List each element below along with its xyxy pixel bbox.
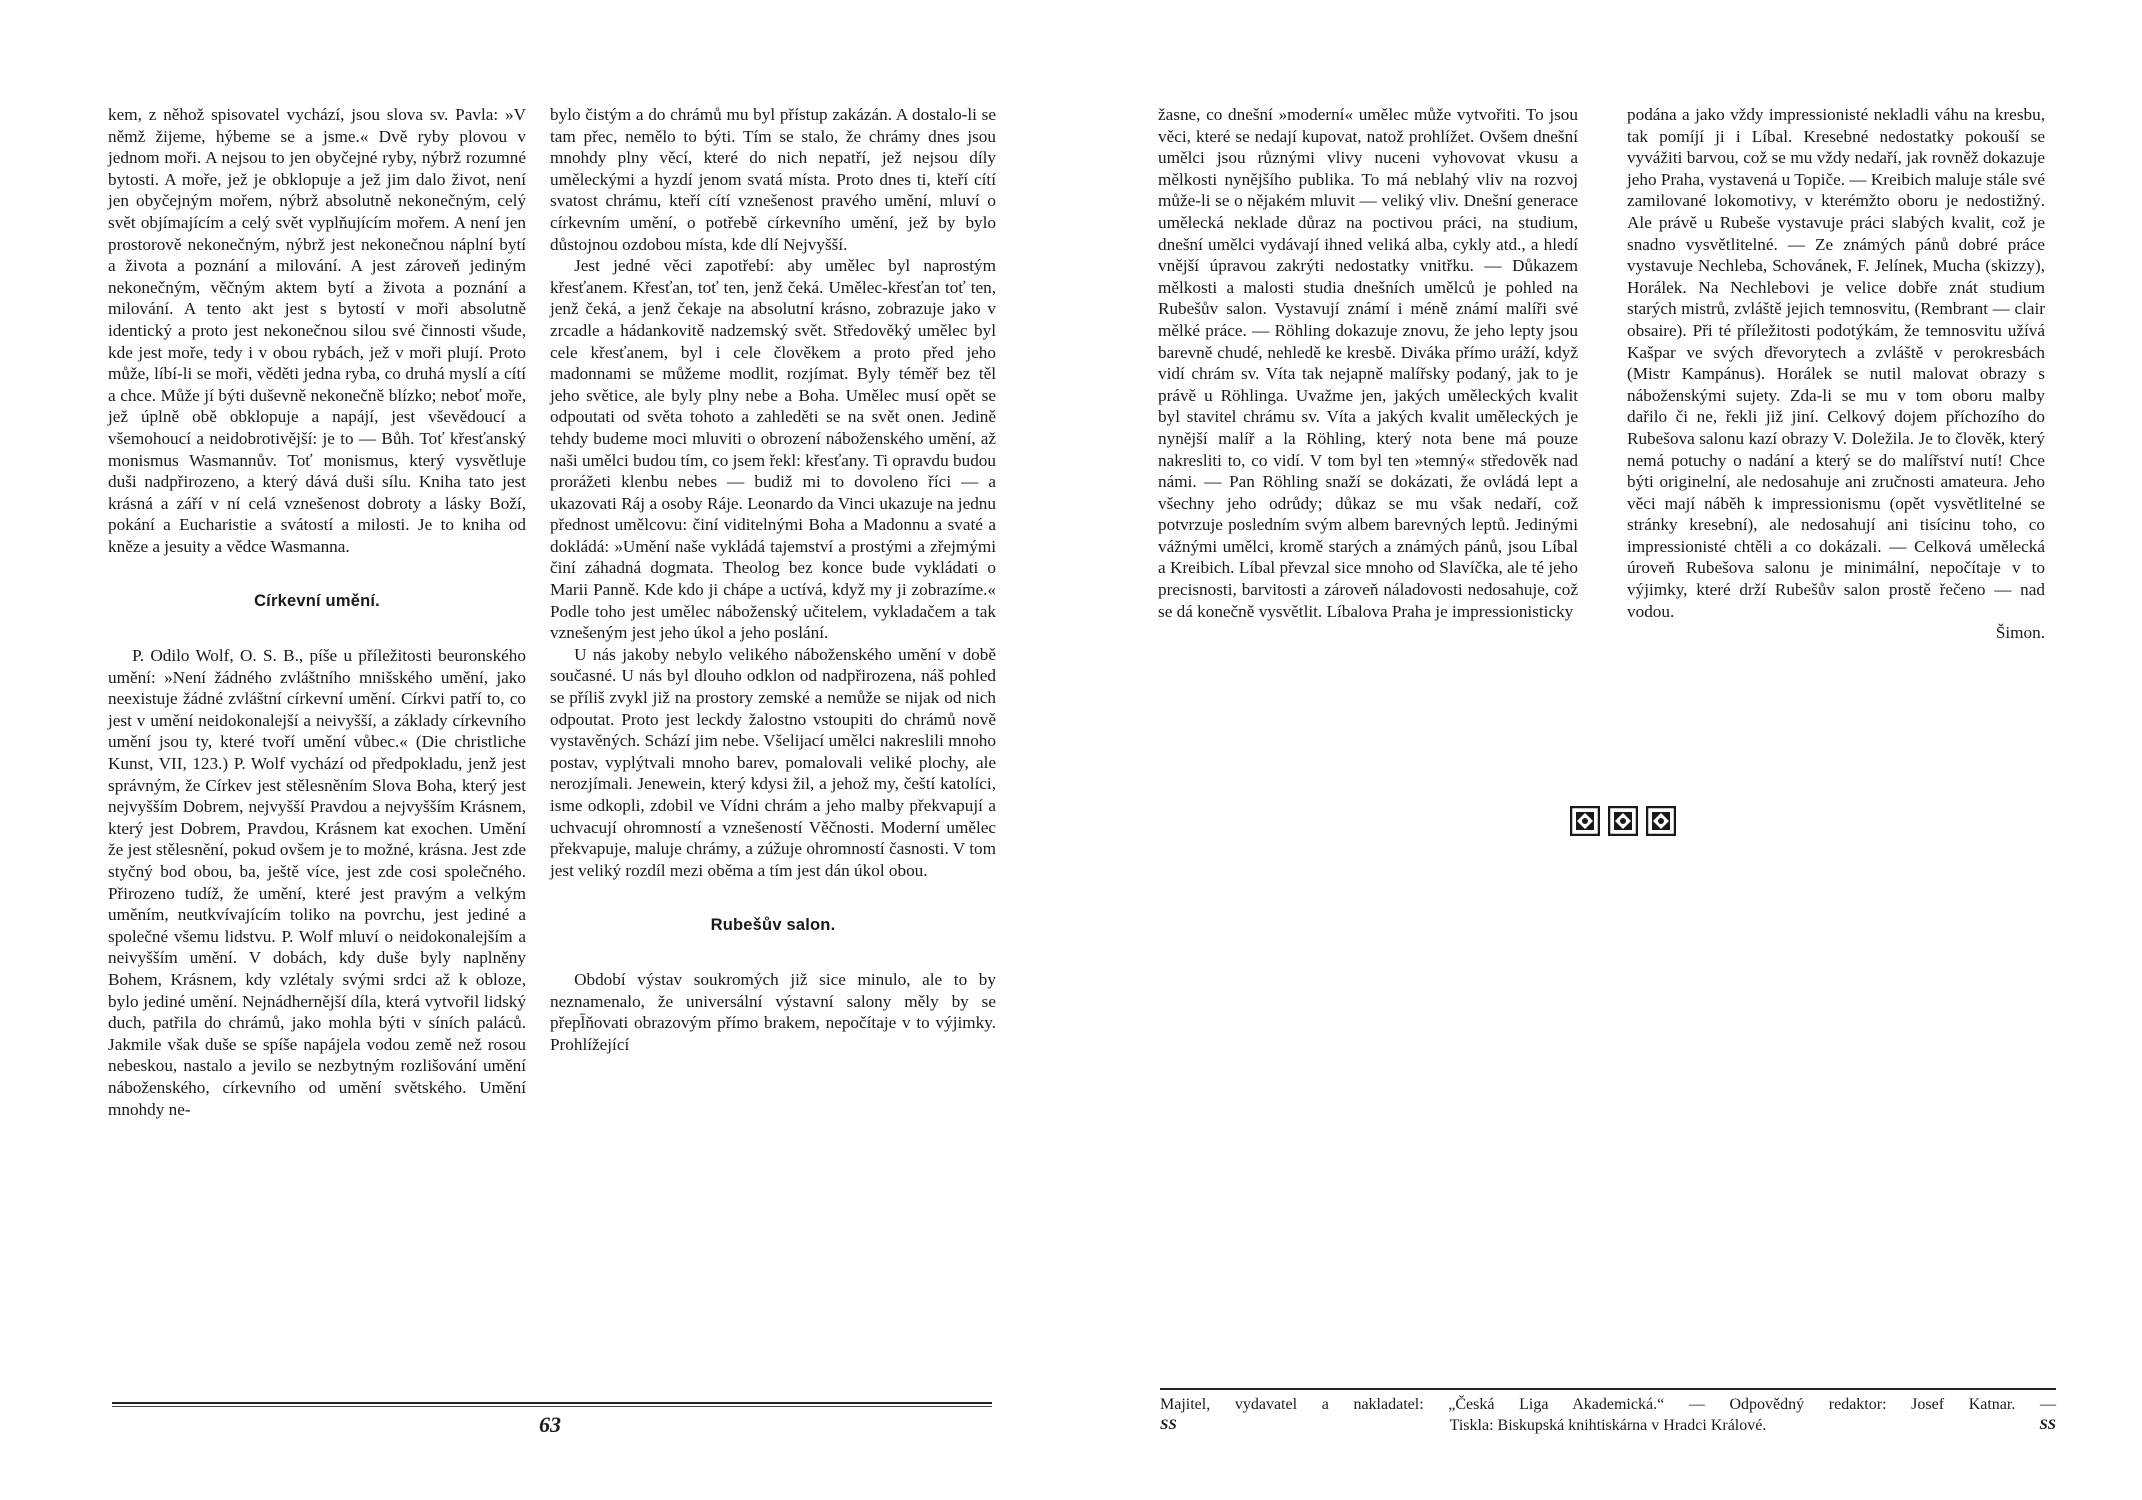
paragraph: P. Odilo Wolf, O. S. B., píše u příležitosti beuronského umění: »Není žádného zvláštního mnišského umění, jako neexistuje žádné zvláštní církevní umění. Církvi patří to, co jest v umění neidokonalejší a neivyšší, a základy církevního umění jsou ty, které tvoří umění vůbec.« (Die christliche Kunst, VII, 123.) P. Wolf vychází od předpokladu, jenž jest správným, že Církev jest stělesněním Slova Boha, který jest nejvyšším Dobrem, nejvyšší Pravdou a nejvyšším Krásnem, který jest Dobrem, Pravdou, Krásnem kat exochen. Umění že jest stělesnění, pokud ovšem je to možné, krásna. Jest zde styčný bod obou, ba, ještě více, jest zde cosi společného. Přirozeno tudíž, že umění, které jest pravým a velkým uměním, neutkvívajícím toliko na povrchu, jest jediné a společné všemu lidstvu. P. Wolf mluví o neidokonalejším a neivyšším umění. V dobách, kdy duše byly naplněny Bohem, Krásnem, kdy vzlétaly svými srdci až k obloze, bylo jediné umění. Nejnádhernější díla, která vytvořil lidský duch, patřila do chrámů, jako mohla býti v síních paláců. Jakmile však duše se spíše napájela vodou země než rosou nebeskou, nastalo a jevilo se nezbytným rozlišování umění náboženského, církevního od umění světského. Umění mnohdy ne- (108, 646, 526, 1119)
paragraph: kem, z něhož spisovatel vychází, jsou slova sv. Pavla: »V němž žijeme, hýbeme se a jsme.« Dvě ryby plovou v jednom moři. A nejsou to jen obyčejné ryby, nýbrž rozumné bytosti. A moře, jež je obklopuje a jež jim dalo život, není jen obyčejným mořem, nýbrž absolutně nekonečným, celý svět objímajícím a celý svět vyplňujícím mořem. A není jen prostorově nekonečným, nýbrž jest nekonečnou náplní bytí a života a poznání a milování. A jest zároveň jediným nekonečným, věčným aktem bytí a života a poznání a milování. A tento akt jest s bytostí v moři absolutně identický a proto jest nekonečnou silou své činnosti všude, kde jest moře, tedy i v obou rybách, jež v moři plují. Proto může, líbí-li se moři, věděti jedna ryba, co druhá myslí a cítí a chce. Může jí býti duševně nekonečně blízko; neboť moře, jež úplně obě obklopuje a napájí, jest vševědoucí a všemohoucí a neidobrotivější: je to — Bůh. Toť křesťanský monismus Wasmannův. Toť monismus, který vysvětluje duši nadpřirozeno, a který dává duši sílu. Kniha tato jest krásná a září v ní celá vznešenost dobroty a lásky Boží, pokání a Eucharistie a svátostí a milosti. Je to kniha od kněze a jesuity a vědce Wasmanna. (108, 105, 526, 556)
right-page-column-2 (1627, 104, 2045, 644)
left-page-column-1 (108, 104, 526, 1120)
left-page-column-2 (550, 104, 996, 1055)
paragraph: bylo čistým a do chrámů mu byl přístup zakázán. A dostalo-li se tam přec, nemělo to býti. Tím se stalo, že chrámy dnes jsou mnohdy plny věcí, které do nich nepatří, jež nejsou díly uměleckými a hyzdí jenom svatá místa. Proto dnes ti, kteří cítí svatost chrámu, kteří cítí vznešenost pravého umění, mluví o církevním umění, o potřebě církevního umění, jež by bylo důstojnou ozdobou místa, kde dlí Nejvyšší. (550, 105, 996, 254)
ornament-icon (1608, 806, 1638, 836)
signature-line (1627, 622, 2045, 644)
ss-mark-right: SS (2039, 1417, 2056, 1433)
paragraph: podána a jako vždy impressionisté nekladli váhu na kresbu, tak pomíjí ji i Líbal. Kresebné nedostatky pokouší se vyvážiti barvou, což se mu vždy nedaří, jak rovněž dokazuje jeho Praha, vystavená u Topiče. — Kreibich maluje stále své zamilované lokomotivy, v kterémžto oboru je nedostižný. Ale právě u Rubeše vystavuje práci slabých kvalit, což je snadno vysvětlitelné. — Ze známých pánů dobré práce vystavuje Nechleba, Schovánek, F. Jelínek, Mucha (skizzy), Horálek. Na Nechlebovi je velice dobře znát studium starých mistrů, zvláště jejich temnosvitu, (Rembrant — clair obsaire). Při té příležitosti podotýkám, že temnosvitu užívá Kašpar ve svých dřevorytech a zvláště v perokresbách (Mistr Kampánus). Horálek se nutil malovat obrazy s náboženskými sujety. Zda-li se mu v tom oboru malby dařilo či ne, řekli již jiní. Celkový dojem příchozího do Rubešova salonu kazí obrazy V. Doležila. Je to člověk, který nemá potuchy o nadání a který se do malířství nutí! Chce býti originelní, ale nedosahuje ani zručnosti amateura. Jeho věci mají náběh k impressionismu (opět vysvětlitelné se stránky kresební), ale nedosahují ani tisícinu toho, co impressionisté chtěli a co dokázali. — Celková umělecká úroveň Rubešova salonu je minimální, nepočítaje v to výjimky, které drží Rubešův salon prostě řečeno — nad vodou. (1627, 105, 2046, 621)
paragraph: Jest jedné věci zapotřebí: aby umělec byl naprostým křesťanem. Křesťan, toť ten, jenž čeká. Umělec-křesťan toť ten, jenž čeká, a jenž čekaje na absolutní krásno, zobrazuje jako v zrcadle a hádankovitě nadzemský svět. Středověký umělec byl cele křesťanem, byl i cele člověkem a proto před jeho madonnami se můžeme modlit, rozjímat. Byly téměř bez těl jeho světice, ale byly plny nebe a Boha. Umělec musí opět se odpoutati od světa tohoto a zahleděti se na svět onen. Jedině tehdy budeme moci mluviti o obrození náboženského umění, až naši umělci budou tím, co jsem řekl: křesťany. Ti opravdu budou prorážeti klenbu nebes — budiž mi to dovoleno říci — a ukazovati Ráj a osoby Ráje. Leonardo da Vinci ukazuje na jednu přednost umělcovu: činí viditelnými Boha a Madonnu a svaté a dokládá: »Umění naše vykládá tajemství a prostými a zřejmými činí záhadná dogmata. Theolog bez konce bude vykládati o Marii Panně. Kde kdo ji chápe a uctívá, když my ji zobrazíme.« Podle toho jest umělec náboženský učitelem, vykladačem a tak vznešeným jest jeho úkol a jeho poslání. (550, 256, 996, 643)
right-page-column-1 (1158, 104, 1578, 622)
footer-rule (112, 1402, 992, 1404)
ornament-group (1570, 806, 1676, 836)
ss-mark-left: SS (1160, 1417, 1177, 1433)
paragraph: U nás jakoby nebylo velikého náboženského umění v době současné. U nás byl dlouho odklon od nadpřirozena, náš pohled se příliš zvykl již na prostory zemské a nemůže se nijak od nich odpoutat. Proto jest leckdy žalostno vstoupiti do chrámů nově vystavěných. Schází jim nebe. Všelijací umělci nakreslili mnoho postav, vyplýtvali mnoho barev, pomalovali veliké plochy, ale nerozjímali. Jenewein, který kdysi žil, a jehož my, čeští katolíci, isme odkopli, zdobil ve Vídni chrám a jeho malby překvapují a uchvacují ohromností a vznešeností Věčnosti. Moderní umělec překvapuje, maluje chrámy, a zúžuje ohromností časnosti. V tom jest veliký rozdíl mezi oběma a tím jest dán úkol obou. (550, 644, 996, 880)
imprint (1160, 1394, 2056, 1436)
paragraph: Období výstav soukromých již sice minulo, ale to by neznamenalo, že universální výstavní salony měly by se přepl̄ňovati obrazovým přímo brakem, nepočítaje v to výjimky. Prohlížející (550, 969, 996, 1054)
imprint-printer-line (1160, 1415, 2056, 1436)
ornament-icon (1646, 806, 1676, 836)
paragraph: žasne, co dnešní »moderní« umělec může vytvořiti. To jsou věci, které se nedají kupovat, natož prohlížet. Ovšem dnešní umělci jsou různými vlivy nuceni vyhovovat vkusu a mělkosti nynějšího publika. To má neblahý vliv na rozvoj může-li se o nějakém mluvit — veliký vliv. Dnešní generace umělecká neklade důraz na poctivou práci, na studium, dnešní umělci vydávají ihned veliká alba, cykly atd., a hledí vnější úpravou zakrýti nedostatky vnitřku. — Důkazem mělkosti a malosti studia dnešních umělců je pohled na Rubešův salon. Vystavují známí i méně známí malíři své mělké práce. — Röhling dokazuje znovu, že jeho lepty jsou barevně chudé, nehledě ke kresbě. Diváka přímo uráží, když vidí chrám sv. Víta tak nejapně malířsky podaný, jak to je právě u Röhlinga. Uvažme jen, jakých uměleckých kvalit byl stavitel chrámu sv. Víta a jakých kvalit uměleckých je nynější malíř a la Röhling, který nota bene má pouze nakresliti to, co vidí. V tom byl ten »temný« středověk nad námi. — Pan Röhling snaží se dokázati, že ovládá lept a všechny jeho odrůdy; důkaz se mu však nedaří, což potvrzuje posledním svým albem barevných leptů. Jedinými vážnými umělci, kromě starých a známých pánů, jsou Líbal a Kreibich. Líbal převzal sice mnoho od Slavíčka, ale té jeho precisnosti, barvitosti a zároveň náladovosti nedosahuje, což se dá konečně vysvětlit. Líbalova Praha je impressionisticky (1158, 105, 1578, 621)
signature-author: Šimon. (1995, 623, 2045, 643)
imprint-rule (1160, 1388, 2056, 1390)
section-heading: Rubešův salon. (710, 916, 836, 935)
section-heading: Církevní umění. (254, 592, 380, 611)
imprint-printer-text: Tiskla: Biskupská knihtiskárna v Hradci Králové. (1449, 1417, 1767, 1434)
imprint-publisher-line: Majitel, vydavatel a nakladatel: „Česká Liga Akademická.“ — Odpovědný redaktor: Josef Katnar. — (1160, 1396, 2056, 1413)
ornament-icon (1570, 806, 1600, 836)
page-number: 63 (539, 1412, 561, 1437)
